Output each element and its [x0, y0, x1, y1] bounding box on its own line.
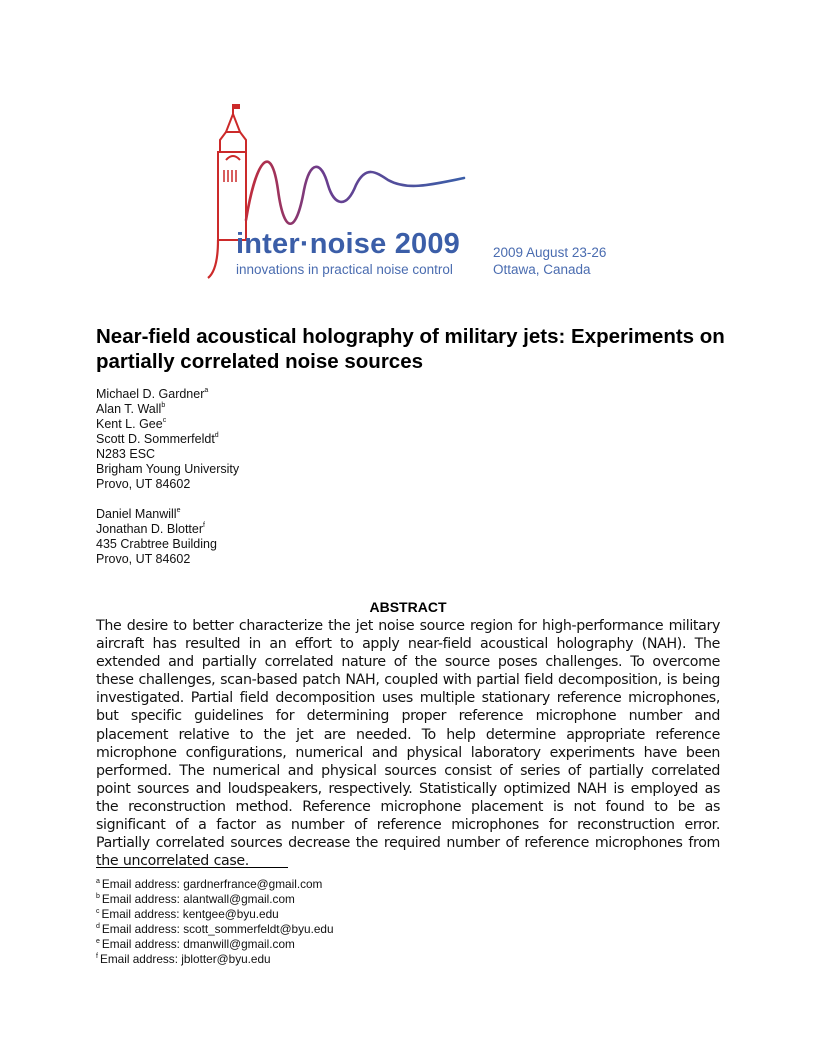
footnote: $^a$ Email address: gardnerfrance@gmail.com: [96, 877, 323, 891]
paper-title: Near-field acoustical holography of military jets: Experiments on partially correlated noise sources: [96, 325, 725, 373]
author-line: Jonathan D. Blotter$^f$: [96, 522, 205, 536]
address-line: N283 ESC: [96, 447, 156, 461]
footnote-divider: [96, 867, 288, 868]
author-line: Alan T. Wall$^b$: [96, 402, 166, 416]
logo-name: inter·noise 2009: [236, 228, 461, 260]
author-block-2: [96, 507, 217, 567]
footnote: $^b$ Email address: alantwall@gmail.com: [96, 892, 295, 906]
footnotes: [96, 877, 334, 967]
abstract-text: The desire to better characterize the jet noise source region for high-performance military aircraft has resulted in an effort to apply near-field acoustical holography (NAH). The extended and partially correlated nature of the source poses challenges. To overcome these challenges, scan-based patch NAH, coupled with partial field decomposition, is being investigated. Partial field decomposition uses multiple stationary reference microphones, but specific guidelines for determining proper reference microphone number and placement relative to the jet are needed. To help determine appropriate reference microphone configurations, numerical and physical laboratory experiments have been performed. The numerical and physical sources consist of series of partially correlated point sources and loudspeakers, respectively. Statistically optimized NAH is employed as the reconstruction method. Reference microphone placement is not found to be as significant of a factor as number of reference microphones for reconstruction error. Partially correlated sources decrease the required number of reference microphones from the uncorrelated case.: [96, 618, 720, 870]
address-line: Brigham Young University: [96, 462, 240, 476]
author-line: Michael D. Gardner$^a$: [96, 387, 209, 401]
footnote: $^e$ Email address: dmanwill@gmail.com: [96, 937, 295, 951]
author-line: Kent L. Gee$^c$: [96, 417, 167, 431]
footnote: $^c$ Email address: kentgee@byu.edu: [96, 907, 279, 921]
footnote: $^d$ Email address: scott_sommerfeldt@byu.edu: [96, 922, 334, 936]
address-line: Provo, UT 84602: [96, 477, 191, 491]
conference-date: 2009 August 23-26: [493, 245, 607, 260]
address-line: Provo, UT 84602: [96, 552, 191, 566]
address-line: 435 Crabtree Building: [96, 537, 217, 551]
abstract-heading: ABSTRACT: [369, 599, 447, 615]
logo-tagline: innovations in practical noise control: [236, 262, 453, 277]
footnote: $^f$ Email address: jblotter@byu.edu: [96, 952, 271, 966]
author-line: Scott D. Sommerfeldt$^d$: [96, 432, 219, 446]
author-line: Daniel Manwill$^e$: [96, 507, 181, 521]
conference-place: Ottawa, Canada: [493, 262, 591, 277]
sound-wave-icon: [246, 162, 464, 224]
author-block-1: [96, 387, 239, 492]
conference-logo: [196, 100, 636, 285]
